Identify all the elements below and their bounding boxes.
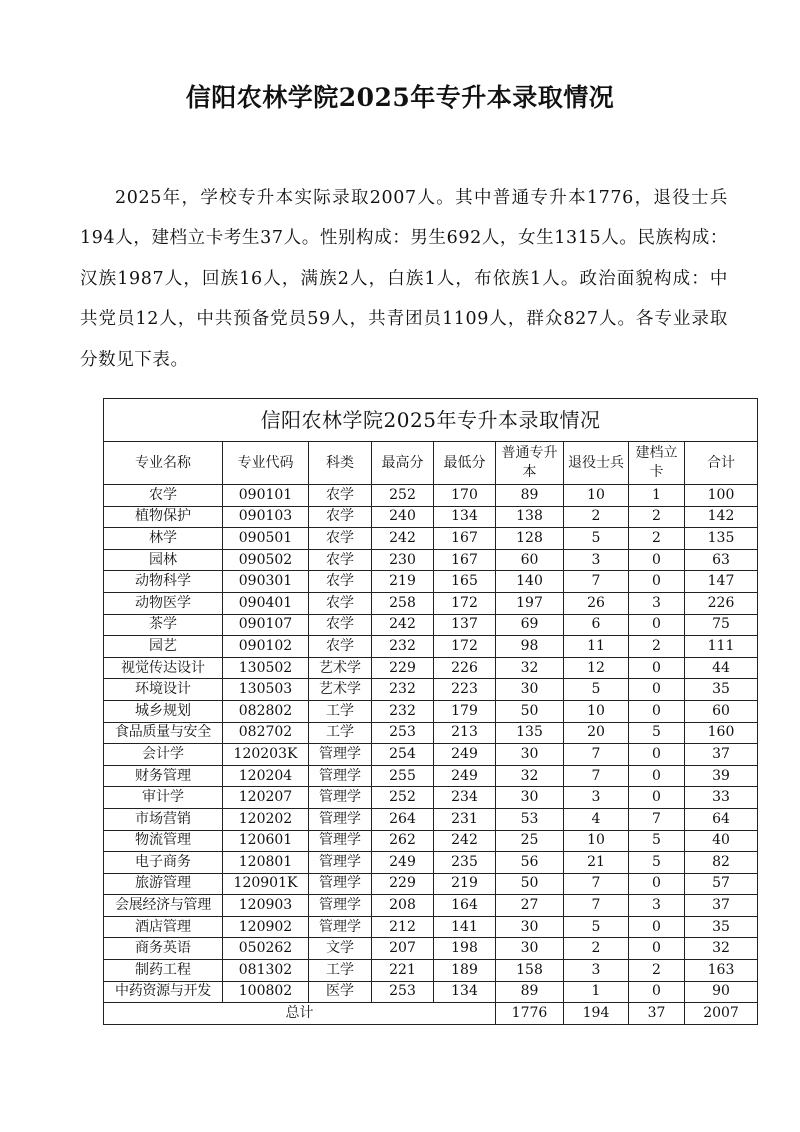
cell-total: 37 [685, 895, 758, 917]
cell-max-score: 242 [372, 614, 434, 636]
total-row [104, 1003, 758, 1025]
cell-poverty: 3 [629, 592, 685, 614]
table-row [104, 830, 758, 852]
cell-max-score: 232 [372, 636, 434, 658]
cell-major-name: 农学 [104, 485, 223, 507]
header-veterans: 退役士兵 [564, 442, 629, 485]
cell-min-score: 226 [434, 657, 496, 679]
cell-major-code: 090501 [223, 528, 309, 550]
cell-major-code: 082802 [223, 700, 309, 722]
cell-total: 111 [685, 636, 758, 658]
cell-major-name: 园艺 [104, 636, 223, 658]
cell-total: 37 [685, 744, 758, 766]
cell-poverty: 5 [629, 852, 685, 874]
cell-regular: 32 [496, 657, 564, 679]
cell-regular: 50 [496, 873, 564, 895]
cell-veterans: 2 [564, 938, 629, 960]
cell-min-score: 134 [434, 506, 496, 528]
table-row [104, 506, 758, 528]
cell-major-name: 园林 [104, 549, 223, 571]
cell-category: 管理学 [309, 916, 372, 938]
cell-poverty: 0 [629, 938, 685, 960]
cell-poverty: 0 [629, 657, 685, 679]
cell-total: 75 [685, 614, 758, 636]
cell-major-code: 090502 [223, 549, 309, 571]
cell-major-name: 茶学 [104, 614, 223, 636]
cell-regular: 197 [496, 592, 564, 614]
cell-regular: 53 [496, 808, 564, 830]
table-row [104, 700, 758, 722]
table-row [104, 873, 758, 895]
cell-category: 管理学 [309, 895, 372, 917]
cell-total: 100 [685, 485, 758, 507]
caption-row [104, 399, 758, 442]
cell-veterans: 3 [564, 549, 629, 571]
cell-total: 40 [685, 830, 758, 852]
table-row [104, 938, 758, 960]
table-row [104, 528, 758, 550]
cell-min-score: 137 [434, 614, 496, 636]
cell-veterans: 7 [564, 571, 629, 593]
cell-major-code: 090103 [223, 506, 309, 528]
total-veterans: 194 [564, 1003, 629, 1025]
cell-category: 管理学 [309, 873, 372, 895]
table-row [104, 636, 758, 658]
cell-category: 工学 [309, 722, 372, 744]
cell-regular: 30 [496, 744, 564, 766]
cell-category: 管理学 [309, 830, 372, 852]
cell-veterans: 7 [564, 744, 629, 766]
table-row [104, 960, 758, 982]
table-row [104, 549, 758, 571]
cell-total: 142 [685, 506, 758, 528]
cell-major-code: 120601 [223, 830, 309, 852]
table-row [104, 765, 758, 787]
cell-min-score: 219 [434, 873, 496, 895]
header-poverty: 建档立卡 [629, 442, 685, 485]
cell-veterans: 10 [564, 485, 629, 507]
cell-min-score: 198 [434, 938, 496, 960]
cell-veterans: 10 [564, 700, 629, 722]
table-body [104, 399, 758, 1025]
cell-major-code: 120202 [223, 808, 309, 830]
cell-total: 147 [685, 571, 758, 593]
cell-regular: 50 [496, 700, 564, 722]
cell-poverty: 1 [629, 485, 685, 507]
cell-total: 163 [685, 960, 758, 982]
cell-max-score: 221 [372, 960, 434, 982]
cell-major-code: 120902 [223, 916, 309, 938]
cell-major-code: 090102 [223, 636, 309, 658]
cell-poverty: 0 [629, 614, 685, 636]
cell-category: 农学 [309, 549, 372, 571]
cell-major-code: 090301 [223, 571, 309, 593]
cell-max-score: 253 [372, 981, 434, 1003]
cell-max-score: 230 [372, 549, 434, 571]
cell-min-score: 141 [434, 916, 496, 938]
cell-max-score: 252 [372, 787, 434, 809]
table-caption: 信阳农林学院2025年专升本录取情况 [104, 399, 758, 442]
cell-total: 57 [685, 873, 758, 895]
cell-min-score: 231 [434, 808, 496, 830]
cell-max-score: 264 [372, 808, 434, 830]
cell-min-score: 213 [434, 722, 496, 744]
table-row [104, 679, 758, 701]
cell-min-score: 249 [434, 744, 496, 766]
cell-poverty: 0 [629, 916, 685, 938]
cell-max-score: 208 [372, 895, 434, 917]
cell-regular: 158 [496, 960, 564, 982]
cell-major-code: 120901K [223, 873, 309, 895]
cell-veterans: 1 [564, 981, 629, 1003]
cell-veterans: 21 [564, 852, 629, 874]
cell-poverty: 2 [629, 528, 685, 550]
cell-category: 管理学 [309, 744, 372, 766]
cell-min-score: 235 [434, 852, 496, 874]
cell-poverty: 2 [629, 636, 685, 658]
cell-max-score: 212 [372, 916, 434, 938]
header-major-name: 专业名称 [104, 442, 223, 485]
cell-major-name: 视觉传达设计 [104, 657, 223, 679]
cell-category: 农学 [309, 571, 372, 593]
intro-paragraph: 2025年，学校专升本实际录取2007人。其中普通专升本1776，退役士兵194人，建档立卡考生37人。性别构成：男生692人，女生1315人。民族构成：汉族1987人，回族16人，满族2人，白族1人，布依族1人。政治面貌构成：中共党员12人，中共预备党员59人，共青团员1109人，群众827人。各专业录取分数见下表。 [80, 187, 728, 370]
cell-major-code: 120203K [223, 744, 309, 766]
cell-max-score: 232 [372, 700, 434, 722]
cell-poverty: 0 [629, 571, 685, 593]
cell-category: 管理学 [309, 787, 372, 809]
cell-min-score: 234 [434, 787, 496, 809]
table-row [104, 571, 758, 593]
cell-major-name: 城乡规划 [104, 700, 223, 722]
cell-major-code: 120204 [223, 765, 309, 787]
cell-poverty: 0 [629, 744, 685, 766]
cell-poverty: 0 [629, 700, 685, 722]
cell-category: 农学 [309, 506, 372, 528]
cell-major-code: 090401 [223, 592, 309, 614]
header-category: 科类 [309, 442, 372, 485]
cell-major-code: 090101 [223, 485, 309, 507]
cell-max-score: 240 [372, 506, 434, 528]
cell-max-score: 252 [372, 485, 434, 507]
cell-major-name: 动物科学 [104, 571, 223, 593]
cell-poverty: 0 [629, 981, 685, 1003]
cell-min-score: 172 [434, 636, 496, 658]
cell-veterans: 5 [564, 528, 629, 550]
cell-poverty: 7 [629, 808, 685, 830]
cell-category: 医学 [309, 981, 372, 1003]
cell-category: 农学 [309, 614, 372, 636]
cell-total: 35 [685, 916, 758, 938]
cell-max-score: 258 [372, 592, 434, 614]
cell-min-score: 172 [434, 592, 496, 614]
cell-veterans: 5 [564, 679, 629, 701]
cell-major-code: 120207 [223, 787, 309, 809]
cell-poverty: 0 [629, 679, 685, 701]
cell-major-name: 审计学 [104, 787, 223, 809]
cell-major-name: 市场营销 [104, 808, 223, 830]
cell-regular: 128 [496, 528, 564, 550]
cell-min-score: 134 [434, 981, 496, 1003]
cell-veterans: 10 [564, 830, 629, 852]
cell-veterans: 2 [564, 506, 629, 528]
cell-max-score: 232 [372, 679, 434, 701]
cell-max-score: 262 [372, 830, 434, 852]
cell-min-score: 223 [434, 679, 496, 701]
cell-major-code: 120801 [223, 852, 309, 874]
cell-major-name: 物流管理 [104, 830, 223, 852]
cell-major-name: 电子商务 [104, 852, 223, 874]
cell-max-score: 229 [372, 657, 434, 679]
cell-min-score: 189 [434, 960, 496, 982]
cell-max-score: 253 [372, 722, 434, 744]
cell-poverty: 2 [629, 960, 685, 982]
total-poverty: 37 [629, 1003, 685, 1025]
cell-major-name: 商务英语 [104, 938, 223, 960]
total-label: 总计 [104, 1003, 496, 1025]
cell-major-code: 082702 [223, 722, 309, 744]
cell-min-score: 242 [434, 830, 496, 852]
cell-major-name: 财务管理 [104, 765, 223, 787]
cell-major-name: 林学 [104, 528, 223, 550]
cell-total: 39 [685, 765, 758, 787]
document-title: 信阳农林学院2025年专升本录取情况 [185, 83, 615, 112]
cell-major-code: 090107 [223, 614, 309, 636]
cell-total: 32 [685, 938, 758, 960]
cell-max-score: 207 [372, 938, 434, 960]
total-regular: 1776 [496, 1003, 564, 1025]
cell-total: 44 [685, 657, 758, 679]
cell-regular: 27 [496, 895, 564, 917]
cell-veterans: 7 [564, 873, 629, 895]
header-major-code: 专业代码 [223, 442, 309, 485]
cell-poverty: 0 [629, 549, 685, 571]
cell-category: 工学 [309, 700, 372, 722]
cell-major-code: 081302 [223, 960, 309, 982]
cell-category: 艺术学 [309, 679, 372, 701]
cell-regular: 140 [496, 571, 564, 593]
cell-major-name: 会展经济与管理 [104, 895, 223, 917]
cell-poverty: 5 [629, 830, 685, 852]
cell-regular: 98 [496, 636, 564, 658]
cell-veterans: 3 [564, 787, 629, 809]
cell-max-score: 254 [372, 744, 434, 766]
cell-min-score: 170 [434, 485, 496, 507]
cell-category: 农学 [309, 528, 372, 550]
table-row [104, 722, 758, 744]
cell-category: 管理学 [309, 808, 372, 830]
cell-total: 135 [685, 528, 758, 550]
cell-major-code: 100802 [223, 981, 309, 1003]
cell-regular: 69 [496, 614, 564, 636]
cell-major-name: 中药资源与开发 [104, 981, 223, 1003]
cell-total: 64 [685, 808, 758, 830]
cell-poverty: 0 [629, 787, 685, 809]
cell-regular: 30 [496, 916, 564, 938]
cell-min-score: 165 [434, 571, 496, 593]
cell-max-score: 229 [372, 873, 434, 895]
cell-major-name: 植物保护 [104, 506, 223, 528]
admission-table [103, 398, 758, 1025]
cell-regular: 138 [496, 506, 564, 528]
cell-regular: 89 [496, 981, 564, 1003]
cell-poverty: 3 [629, 895, 685, 917]
cell-regular: 135 [496, 722, 564, 744]
cell-total: 33 [685, 787, 758, 809]
table-row [104, 485, 758, 507]
cell-major-code: 130503 [223, 679, 309, 701]
header-total: 合计 [685, 442, 758, 485]
cell-total: 60 [685, 700, 758, 722]
total-sum: 2007 [685, 1003, 758, 1025]
cell-veterans: 12 [564, 657, 629, 679]
cell-category: 农学 [309, 592, 372, 614]
cell-total: 160 [685, 722, 758, 744]
table-row [104, 787, 758, 809]
cell-veterans: 7 [564, 895, 629, 917]
cell-major-code: 130502 [223, 657, 309, 679]
cell-veterans: 3 [564, 960, 629, 982]
cell-min-score: 167 [434, 549, 496, 571]
table-row [104, 895, 758, 917]
cell-total: 35 [685, 679, 758, 701]
cell-veterans: 7 [564, 765, 629, 787]
cell-poverty: 5 [629, 722, 685, 744]
table-row [104, 981, 758, 1003]
cell-major-name: 会计学 [104, 744, 223, 766]
cell-category: 工学 [309, 960, 372, 982]
cell-major-name: 环境设计 [104, 679, 223, 701]
cell-regular: 30 [496, 938, 564, 960]
table-row [104, 657, 758, 679]
table-row [104, 592, 758, 614]
cell-category: 文学 [309, 938, 372, 960]
cell-major-name: 动物医学 [104, 592, 223, 614]
cell-major-code: 120903 [223, 895, 309, 917]
cell-regular: 56 [496, 852, 564, 874]
cell-veterans: 26 [564, 592, 629, 614]
cell-veterans: 5 [564, 916, 629, 938]
cell-category: 农学 [309, 636, 372, 658]
cell-major-code: 050262 [223, 938, 309, 960]
cell-total: 82 [685, 852, 758, 874]
table-row [104, 744, 758, 766]
cell-regular: 30 [496, 679, 564, 701]
cell-veterans: 6 [564, 614, 629, 636]
cell-category: 农学 [309, 485, 372, 507]
cell-regular: 32 [496, 765, 564, 787]
cell-veterans: 20 [564, 722, 629, 744]
table-row [104, 808, 758, 830]
cell-poverty: 0 [629, 765, 685, 787]
table-row [104, 852, 758, 874]
cell-poverty: 2 [629, 506, 685, 528]
cell-max-score: 255 [372, 765, 434, 787]
cell-category: 管理学 [309, 852, 372, 874]
table-row [104, 614, 758, 636]
cell-min-score: 167 [434, 528, 496, 550]
cell-max-score: 242 [372, 528, 434, 550]
cell-max-score: 249 [372, 852, 434, 874]
cell-min-score: 179 [434, 700, 496, 722]
cell-regular: 30 [496, 787, 564, 809]
cell-veterans: 11 [564, 636, 629, 658]
cell-max-score: 219 [372, 571, 434, 593]
header-min-score: 最低分 [434, 442, 496, 485]
header-max-score: 最高分 [372, 442, 434, 485]
table-row [104, 916, 758, 938]
cell-veterans: 4 [564, 808, 629, 830]
cell-regular: 25 [496, 830, 564, 852]
cell-major-name: 旅游管理 [104, 873, 223, 895]
cell-min-score: 164 [434, 895, 496, 917]
cell-major-name: 食品质量与安全 [104, 722, 223, 744]
header-regular: 普通专升本 [496, 442, 564, 485]
cell-poverty: 0 [629, 873, 685, 895]
cell-total: 226 [685, 592, 758, 614]
cell-regular: 89 [496, 485, 564, 507]
cell-min-score: 249 [434, 765, 496, 787]
header-row [104, 442, 758, 485]
cell-major-name: 酒店管理 [104, 916, 223, 938]
cell-category: 管理学 [309, 765, 372, 787]
cell-category: 艺术学 [309, 657, 372, 679]
cell-total: 90 [685, 981, 758, 1003]
cell-total: 63 [685, 549, 758, 571]
cell-major-name: 制药工程 [104, 960, 223, 982]
cell-regular: 60 [496, 549, 564, 571]
